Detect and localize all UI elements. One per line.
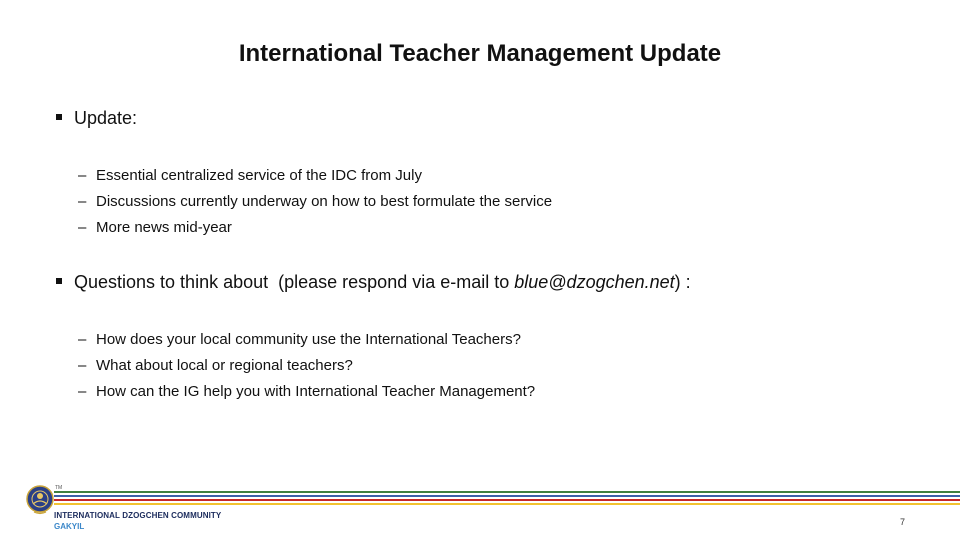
list-item: [78, 378, 535, 404]
sub-organization-name: GAKYIL: [54, 522, 85, 531]
list-item-text: More news mid-year: [96, 218, 232, 236]
update-sublist: [78, 162, 552, 240]
bullet-update: [56, 108, 920, 129]
questions-prefix: Questions to think about (please respond via e-mail to: [74, 272, 515, 292]
footer-color-stripes: [54, 491, 960, 507]
list-item: [78, 352, 535, 378]
questions-sublist: [78, 326, 535, 404]
bullet-update-text: Update:: [74, 108, 138, 128]
square-bullet-icon: [56, 114, 62, 120]
community-emblem-icon: [24, 484, 56, 516]
list-item: [78, 162, 552, 188]
list-item: [78, 326, 535, 352]
email-link[interactable]: blue@dzogchen.net: [514, 272, 675, 292]
list-item-text: Essential centralized service of the IDC from July: [96, 166, 422, 184]
stripe-red: [54, 499, 960, 501]
stripe-blue: [54, 495, 960, 497]
questions-suffix: ) :: [674, 272, 691, 292]
list-item-text: What about local or regional teachers?: [96, 356, 353, 374]
list-item: [78, 214, 552, 240]
dash-bullet: –: [78, 192, 87, 210]
list-item: [78, 188, 552, 214]
slide-title: International Teacher Management Update: [238, 40, 722, 67]
trademark-mark: TM: [55, 485, 63, 491]
bullet-questions: [56, 272, 920, 293]
dash-bullet: –: [78, 218, 87, 236]
bullet-questions-text: [74, 272, 691, 293]
dash-bullet: –: [78, 166, 87, 184]
organization-name: INTERNATIONAL DZOGCHEN COMMUNITY: [54, 511, 222, 520]
stripe-green: [54, 491, 960, 493]
page-number: 7: [899, 517, 905, 527]
dash-bullet: –: [78, 330, 87, 348]
list-item-text: How can the IG help you with International Teacher Management?: [96, 382, 536, 400]
stripe-yellow: [54, 503, 960, 505]
dash-bullet: –: [78, 382, 87, 400]
dash-bullet: –: [78, 356, 87, 374]
square-bullet-icon: [56, 278, 62, 284]
list-item-text: How does your local community use the International Teachers?: [96, 330, 521, 348]
list-item-text: Discussions currently underway on how to best formulate the service: [96, 192, 553, 210]
